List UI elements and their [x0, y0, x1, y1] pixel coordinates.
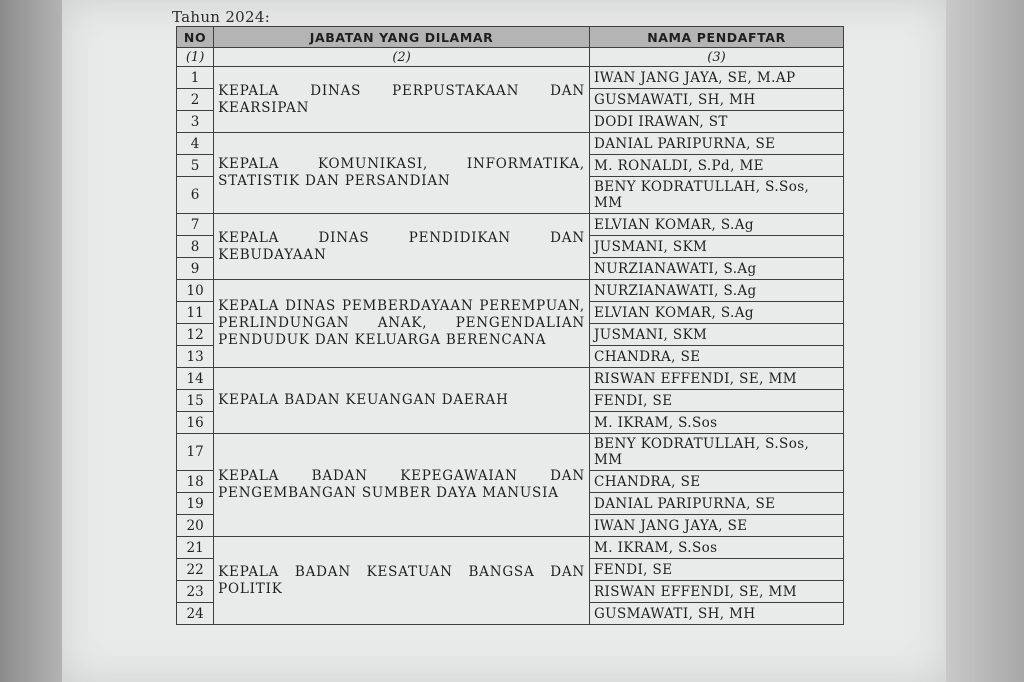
- applicant-name: M. RONALDI, S.Pd, ME: [589, 155, 843, 177]
- header-nama: NAMA PENDAFTAR: [589, 27, 843, 48]
- jabatan-cell: KEPALA BADAN KEUANGAN DAERAH: [214, 368, 590, 434]
- index-cell: (2): [214, 48, 590, 67]
- row-number: 18: [177, 471, 214, 493]
- table-body: [177, 48, 844, 625]
- applicant-name: DODI IRAWAN, ST: [589, 111, 843, 133]
- applicant-name: M. IKRAM, S.Sos: [589, 537, 843, 559]
- applicant-name: GUSMAWATI, SH, MH: [589, 603, 843, 625]
- table-row: [177, 368, 844, 390]
- row-number: 11: [177, 302, 214, 324]
- table-row: [177, 434, 844, 471]
- row-number: 5: [177, 155, 214, 177]
- applicant-name: RISWAN EFFENDI, SE, MM: [589, 368, 843, 390]
- applicant-name: GUSMAWATI, SH, MH: [589, 89, 843, 111]
- row-number: 13: [177, 346, 214, 368]
- row-number: 6: [177, 177, 214, 214]
- applicant-name: IWAN JANG JAYA, SE: [589, 515, 843, 537]
- applicant-name: BENY KODRATULLAH, S.Sos, MM: [589, 434, 843, 471]
- table-row: [177, 537, 844, 559]
- applicant-name: BENY KODRATULLAH, S.Sos, MM: [589, 177, 843, 214]
- row-number: 17: [177, 434, 214, 471]
- row-number: 22: [177, 559, 214, 581]
- applicant-name: JUSMANI, SKM: [589, 324, 843, 346]
- row-number: 4: [177, 133, 214, 155]
- index-row: [177, 48, 844, 67]
- table-row: [177, 214, 844, 236]
- applicant-name: DANIAL PARIPURNA, SE: [589, 493, 843, 515]
- background-right: [946, 0, 1024, 682]
- row-number: 9: [177, 258, 214, 280]
- jabatan-cell: KEPALA DINAS PEMBERDAYAAN PEREMPUAN, PERLINDUNGAN ANAK, PENGENDALIAN PENDUDUK DAN KELUARGA BERENCANA: [214, 280, 590, 368]
- jabatan-cell: KEPALA BADAN KEPEGAWAIAN DAN PENGEMBANGAN SUMBER DAYA MANUSIA: [214, 434, 590, 537]
- row-number: 2: [177, 89, 214, 111]
- applicant-name: JUSMANI, SKM: [589, 236, 843, 258]
- applicant-name: NURZIANAWATI, S.Ag: [589, 280, 843, 302]
- applicant-name: ELVIAN KOMAR, S.Ag: [589, 214, 843, 236]
- row-number: 14: [177, 368, 214, 390]
- row-number: 10: [177, 280, 214, 302]
- table-row: [177, 133, 844, 155]
- jabatan-cell: KEPALA DINAS PENDIDIKAN DAN KEBUDAYAAN: [214, 214, 590, 280]
- header-no: NO: [177, 27, 214, 48]
- row-number: 19: [177, 493, 214, 515]
- background-left: [0, 0, 62, 682]
- applicant-table: [176, 26, 844, 625]
- applicant-name: M. IKRAM, S.Sos: [589, 412, 843, 434]
- index-cell: (1): [177, 48, 214, 67]
- applicant-name: FENDI, SE: [589, 390, 843, 412]
- jabatan-cell: KEPALA BADAN KESATUAN BANGSA DAN POLITIK: [214, 537, 590, 625]
- header-row: [177, 27, 844, 48]
- row-number: 24: [177, 603, 214, 625]
- row-number: 16: [177, 412, 214, 434]
- table-row: [177, 67, 844, 89]
- jabatan-cell: KEPALA KOMUNIKASI, INFORMATIKA, STATISTIK DAN PERSANDIAN: [214, 133, 590, 214]
- applicant-name: RISWAN EFFENDI, SE, MM: [589, 581, 843, 603]
- applicant-name: CHANDRA, SE: [589, 471, 843, 493]
- applicant-name: DANIAL PARIPURNA, SE: [589, 133, 843, 155]
- applicant-name: CHANDRA, SE: [589, 346, 843, 368]
- row-number: 12: [177, 324, 214, 346]
- row-number: 15: [177, 390, 214, 412]
- applicant-name: ELVIAN KOMAR, S.Ag: [589, 302, 843, 324]
- row-number: 1: [177, 67, 214, 89]
- row-number: 21: [177, 537, 214, 559]
- header-jabatan: JABATAN YANG DILAMAR: [214, 27, 590, 48]
- intro-text: Tahun 2024:: [172, 8, 271, 26]
- row-number: 8: [177, 236, 214, 258]
- applicant-name: NURZIANAWATI, S.Ag: [589, 258, 843, 280]
- applicant-name: FENDI, SE: [589, 559, 843, 581]
- row-number: 7: [177, 214, 214, 236]
- row-number: 20: [177, 515, 214, 537]
- jabatan-cell: KEPALA DINAS PERPUSTAKAAN DAN KEARSIPAN: [214, 67, 590, 133]
- index-cell: (3): [589, 48, 843, 67]
- row-number: 3: [177, 111, 214, 133]
- row-number: 23: [177, 581, 214, 603]
- applicant-name: IWAN JANG JAYA, SE, M.AP: [589, 67, 843, 89]
- table-row: [177, 280, 844, 302]
